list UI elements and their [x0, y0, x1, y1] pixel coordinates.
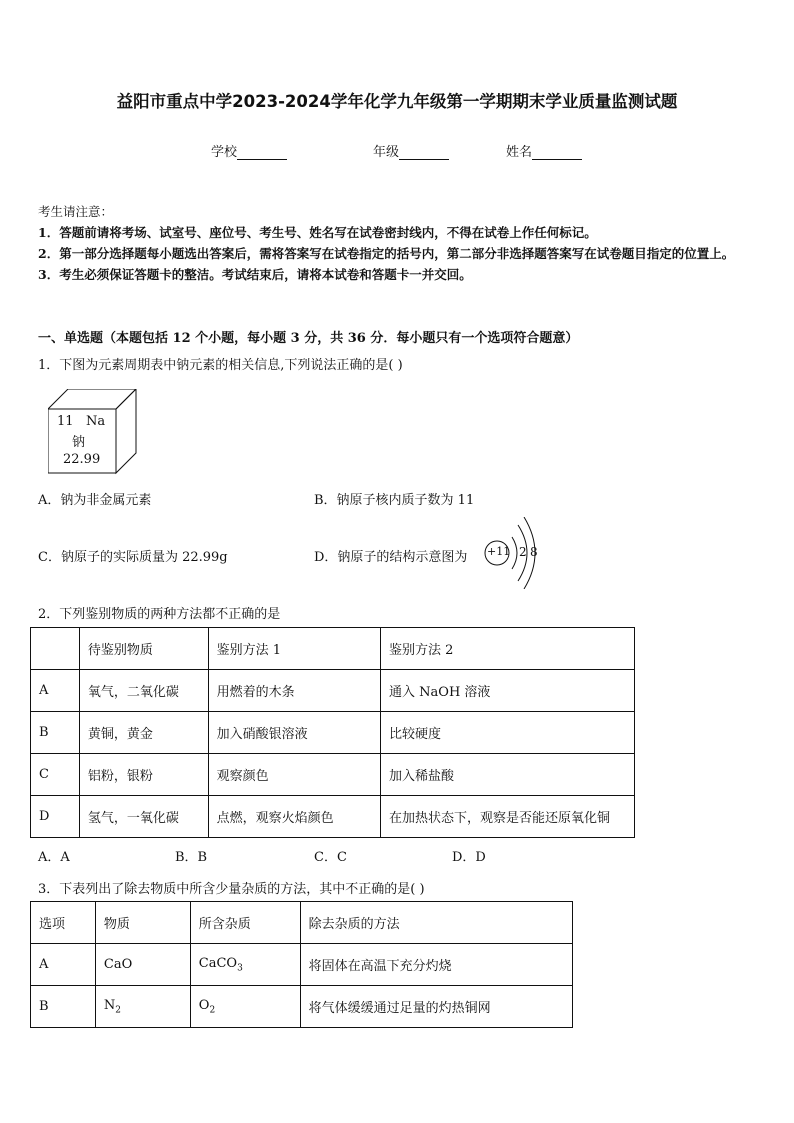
table-cell: 氢气，一氧化碳	[79, 796, 208, 838]
table-header: 所含杂质	[190, 902, 300, 944]
table-header: 除去杂质的方法	[300, 902, 572, 944]
table-cell: B	[31, 986, 96, 1028]
q2-table	[30, 627, 635, 838]
table-cell: 在加热状态下，观察是否能还原氧化铜	[381, 796, 635, 838]
element-symbol: Na	[86, 414, 106, 429]
q1-option-a[interactable]: A．钠为非金属元素	[38, 493, 152, 508]
table-row	[31, 754, 635, 796]
q1-option-d[interactable]: D．钠原子的结构示意图为	[314, 550, 468, 565]
name-label: 姓名	[506, 145, 533, 160]
table-row	[31, 670, 635, 712]
element-number: 11	[57, 414, 74, 429]
table-cell: 铝粉，银粉	[79, 754, 208, 796]
table-cell: 通入 NaOH 溶液	[381, 670, 635, 712]
table-cell: 观察颜色	[208, 754, 380, 796]
table-row	[31, 796, 635, 838]
table-cell: 将固体在高温下充分灼烧	[300, 944, 572, 986]
notice-item-3: 3．考生必须保证答题卡的整洁。考试结束后，请将本试卷和答题卡一并交回。	[38, 267, 472, 282]
table-row	[31, 944, 573, 986]
table-cell: 黄铜，黄金	[79, 712, 208, 754]
table-cell: 加入硝酸银溶液	[208, 712, 380, 754]
notice-heading: 考生请注意：	[38, 204, 114, 219]
table-header-row	[31, 628, 635, 670]
grade-blank[interactable]	[399, 145, 449, 160]
table-cell: D	[31, 796, 80, 838]
element-cell	[48, 389, 140, 481]
q1-option-b[interactable]: B．钠原子核内质子数为 11	[314, 493, 475, 508]
table-header: 鉴别方法 1	[208, 628, 380, 670]
school-label: 学校	[211, 145, 238, 160]
name-blank[interactable]	[532, 145, 582, 160]
section-heading: 一、单选题（本题包括 12 个小题，每小题 3 分，共 36 分．每小题只有一个选项符合题意）	[38, 331, 579, 346]
table-cell: A	[31, 944, 96, 986]
table-cell	[190, 944, 300, 986]
table-cell	[190, 986, 300, 1028]
q2-answer-c[interactable]: C．C	[314, 850, 347, 865]
notice-item-1: 1．答题前请将考场、试室号、座位号、考生号、姓名写在试卷密封线内，不得在试卷上作任何标记。	[38, 225, 597, 240]
nucleus-label: +11	[487, 545, 511, 558]
school-blank[interactable]	[237, 145, 287, 160]
table-cell: A	[31, 670, 80, 712]
table-cell: 用燃着的木条	[208, 670, 380, 712]
page-title: 益阳市重点中学2023-2024学年化学九年级第一学期期末学业质量监测试题	[116, 92, 678, 111]
table-cell: 加入稀盐酸	[381, 754, 635, 796]
shell-1-count: 2	[519, 545, 527, 559]
table-cell: 将气体缓缓通过足量的灼热铜网	[300, 986, 572, 1028]
q2-answer-d[interactable]: D．D	[452, 850, 486, 865]
grade-field[interactable]	[373, 141, 449, 160]
grade-label: 年级	[373, 145, 400, 160]
q2-answer-a[interactable]: A．A	[38, 850, 70, 865]
element-mass: 22.99	[63, 452, 101, 467]
table-header: 待鉴别物质	[79, 628, 208, 670]
table-cell: C	[31, 754, 80, 796]
shell-2-count: 8	[530, 545, 538, 559]
table-header: 选项	[31, 902, 96, 944]
table-header-row	[31, 902, 573, 944]
table-header: 物质	[95, 902, 190, 944]
element-name: 钠	[72, 435, 86, 450]
q3-table	[30, 901, 573, 1028]
q1-option-c[interactable]: C．钠原子的实际质量为 22.99g	[38, 550, 228, 565]
table-cell: B	[31, 712, 80, 754]
formula-base: N	[103, 997, 116, 1013]
table-cell	[95, 986, 190, 1028]
atom-structure-diagram	[482, 517, 542, 593]
q1-stem: 1．下图为元素周期表中钠元素的相关信息,下列说法正确的是( )	[38, 358, 403, 373]
table-row	[31, 712, 635, 754]
formula-subscript: 2	[209, 1005, 216, 1016]
formula-base: CaCO	[198, 955, 238, 971]
table-cell: CaO	[95, 944, 190, 986]
table-header: 鉴别方法 2	[381, 628, 635, 670]
table-row	[31, 986, 573, 1028]
notice-item-2: 2．第一部分选择题每小题选出答案后，需将答案写在试卷指定的括号内，第二部分非选择题答案写在试卷题目指定的位置上。	[38, 246, 735, 261]
school-field[interactable]	[211, 141, 287, 160]
table-cell: 氧气，二氧化碳	[79, 670, 208, 712]
table-header	[31, 628, 80, 670]
table-cell: 比较硬度	[381, 712, 635, 754]
notice-block	[38, 201, 768, 285]
name-field[interactable]	[506, 141, 582, 160]
table-cell: 点燃，观察火焰颜色	[208, 796, 380, 838]
formula-base: O	[198, 997, 210, 1013]
formula-subscript: 2	[115, 1005, 122, 1016]
q2-answer-b[interactable]: B．B	[175, 850, 208, 865]
formula-subscript: 3	[237, 963, 243, 974]
q2-stem: 2．下列鉴别物质的两种方法都不正确的是	[38, 607, 281, 622]
q3-stem: 3．下表列出了除去物质中所含少量杂质的方法，其中不正确的是( )	[38, 882, 425, 897]
